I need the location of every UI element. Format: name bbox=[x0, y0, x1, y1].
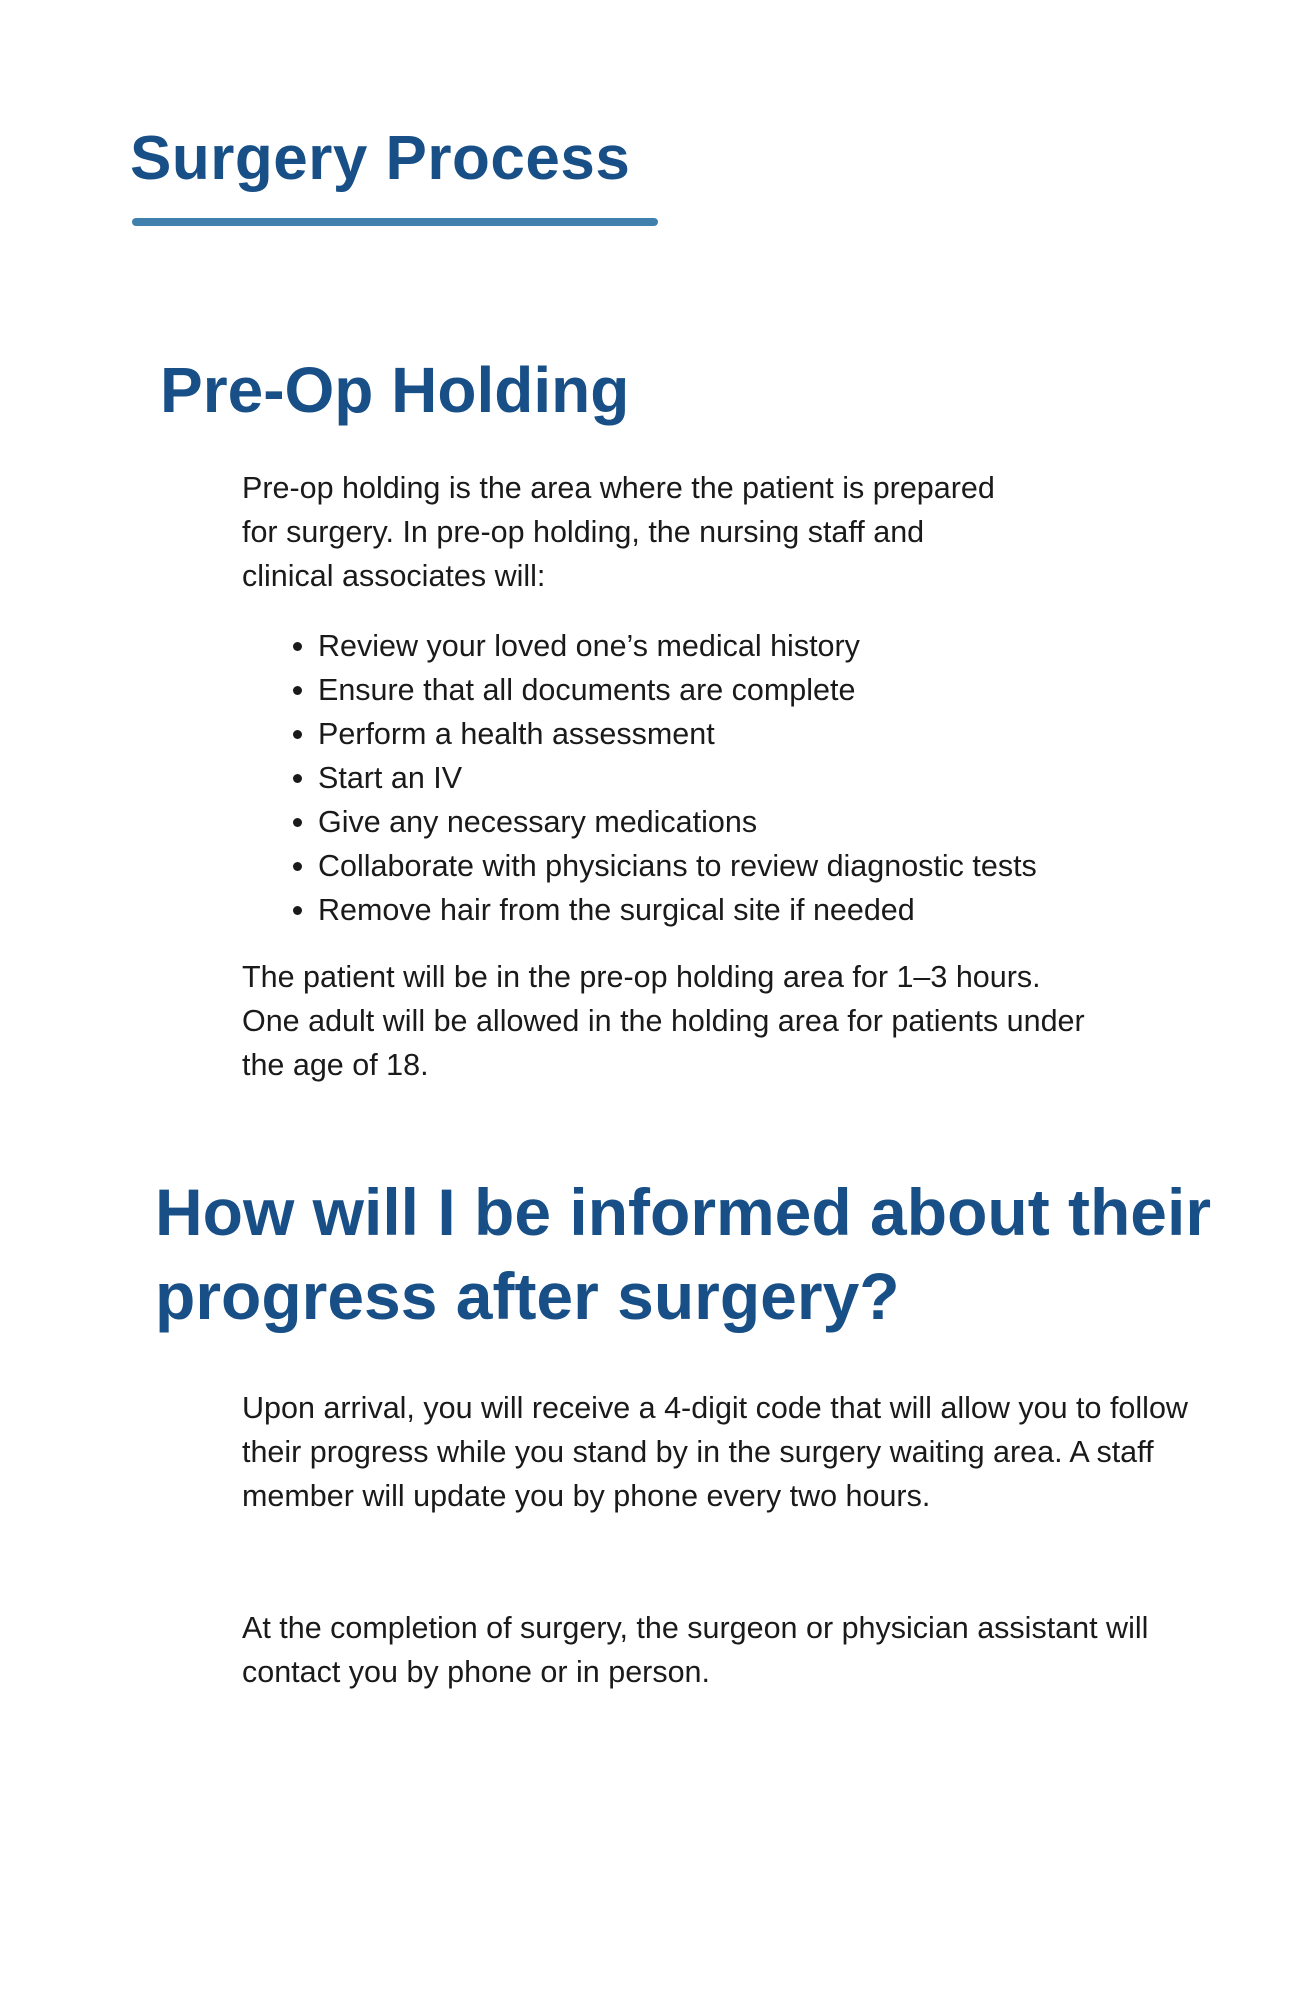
list-item: • Start an IV bbox=[318, 756, 1294, 800]
progress-code-paragraph: Upon arrival, you will receive a 4-digit code that will allow you to follow their progress while you stand by in the surgery waiting area. A staff member will update you by phone every two hours. bbox=[242, 1391, 1188, 1513]
list-item: • Ensure that all documents are complete bbox=[318, 668, 1294, 712]
informed-heading: How will I be informed about their progress after surgery? bbox=[155, 1175, 1212, 1334]
preop-duration-paragraph: The patient will be in the pre-op holding area for 1–3 hours. One adult will be allowed in the holding area for patients under the age of 18. bbox=[242, 960, 1085, 1082]
list-item: • Review your loved one’s medical history bbox=[318, 624, 1294, 668]
page-title: Surgery Process bbox=[130, 124, 631, 193]
list-item: • Perform a health assessment bbox=[318, 712, 1294, 756]
title-underline bbox=[132, 218, 658, 226]
preop-heading: Pre-Op Holding bbox=[160, 354, 630, 426]
completion-paragraph: At the completion of surgery, the surgeon or physician assistant will contact you by phone or in person. bbox=[242, 1611, 1149, 1689]
list-item: • Remove hair from the surgical site if needed bbox=[318, 888, 1294, 932]
preop-task-list bbox=[275, 624, 1294, 932]
list-item: • Give any necessary medications bbox=[318, 800, 1294, 844]
preop-intro-paragraph: Pre-op holding is the area where the patient is prepared for surgery. In pre-op holding, the nursing staff and clinical associates will: bbox=[242, 471, 995, 593]
list-item: • Collaborate with physicians to review diagnostic tests bbox=[318, 844, 1294, 888]
